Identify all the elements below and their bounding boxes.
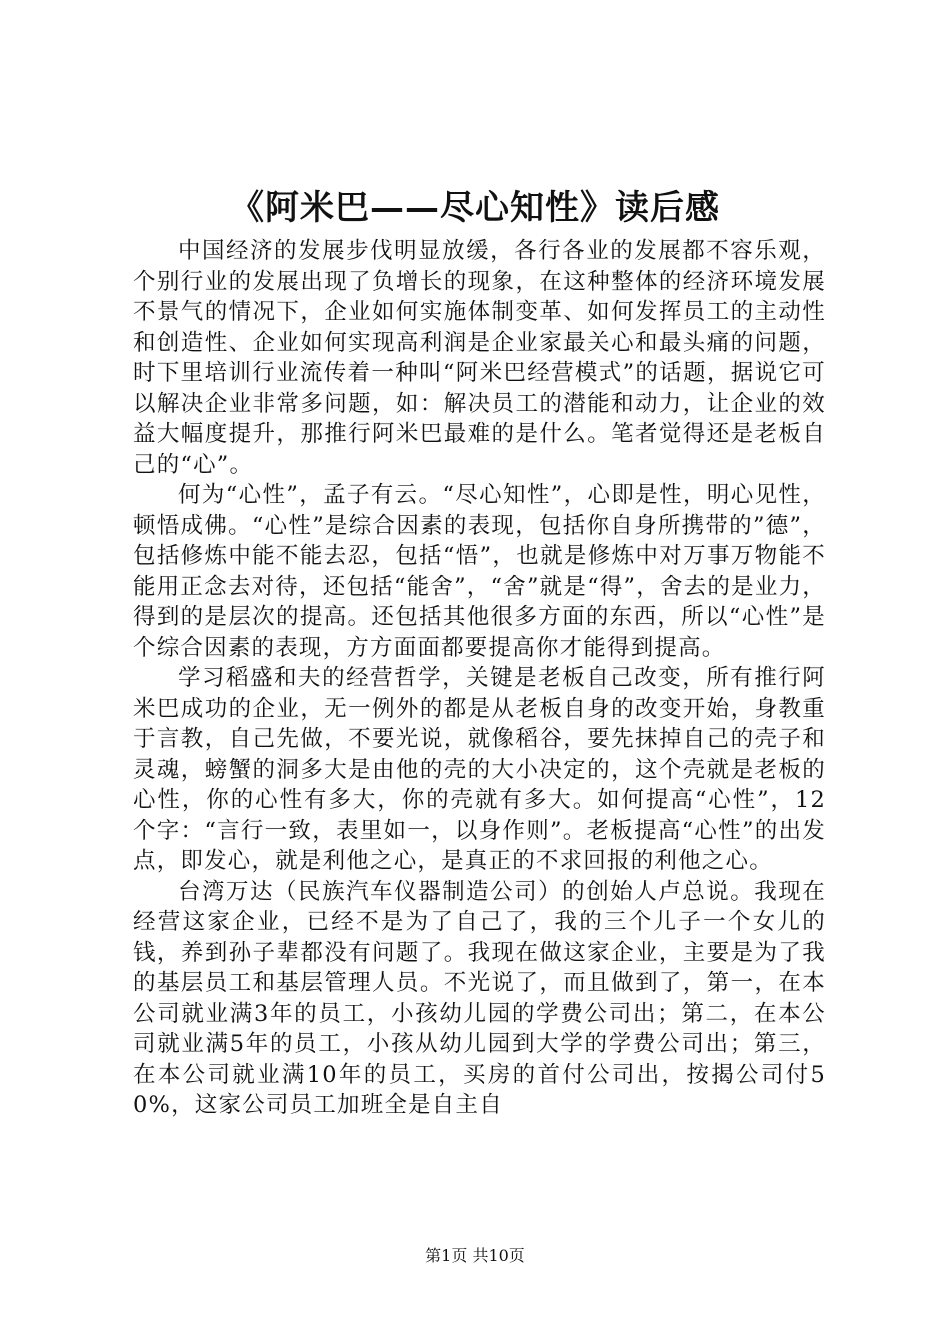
paragraph-2: 何为“心性”，孟子有云。“尽心知性”，心即是性，明心见性，顿悟成佛。“心性”是综合因素的表现，包括你自身所携带的”德”，包括修炼中能不能去忍，包括“悟”，也就是修炼中对万事万物能不能用正念去对待，还包括“能舍”，“舍”就是“得”，舍去的是业力，得到的是层次的提高。还包括其他很多方面的东西，所以“心性”是个综合因素的表现，方方面面都要提高你才能得到提高。 xyxy=(133,482,826,661)
paragraph-1: 中国经济的发展步伐明显放缓，各行各业的发展都不容乐观，个别行业的发展出现了负增长的现象，在这种整体的经济环境发展不景气的情况下，企业如何实施体制变革、如何发挥员工的主动性和创造性、企业如何实现高利润是企业家最关心和最头痛的问题，时下里培训行业流传着一种叫“阿米巴经营模式”的话题，据说它可以解决企业非常多问题，如：解决员工的潜能和动力，让企业的效益大幅度提升，那推行阿米巴最难的是什么。笔者觉得还是老板自己的“心”。 xyxy=(133,238,826,478)
page-footer: 第1页 共10页 xyxy=(425,1246,525,1265)
paragraph-3: 学习稻盛和夫的经营哲学，关键是老板自己改变，所有推行阿米巴成功的企业，无一例外的都是从老板自身的改变开始，身教重于言教，自己先做，不要光说，就像稻谷，要先抹掉自己的壳子和灵魂，螃蟹的洞多大是由他的壳的大小决定的，这个壳就是老板的心性，你的心性有多大，你的壳就有多大。如何提高“心性”，12个字：“言行一致，表里如一，以身作则”。老板提高“心性”的出发点，即发心，就是利他之心，是真正的不求回报的利他之心。 xyxy=(133,665,826,874)
document-title: 《阿米巴——尽心知性》读后感 xyxy=(230,188,720,228)
paragraph-4: 台湾万达（民族汽车仪器制造公司）的创始人卢总说。我现在经营这家企业，已经不是为了自己了，我的三个儿子一个女儿的钱，养到孙子辈都没有问题了。我现在做这家企业，主要是为了我的基层员工和基层管理人员。不光说了，而且做到了，第一，在本公司就业满3年的员工，小孩幼儿园的学费公司出；第二，在本公司就业满5年的员工，小孩从幼儿园到大学的学费公司出；第三，在本公司就业满10年的员工，买房的首付公司出，按揭公司付50%，这家公司员工加班全是自主自 xyxy=(133,878,826,1118)
document-body xyxy=(133,236,826,1121)
